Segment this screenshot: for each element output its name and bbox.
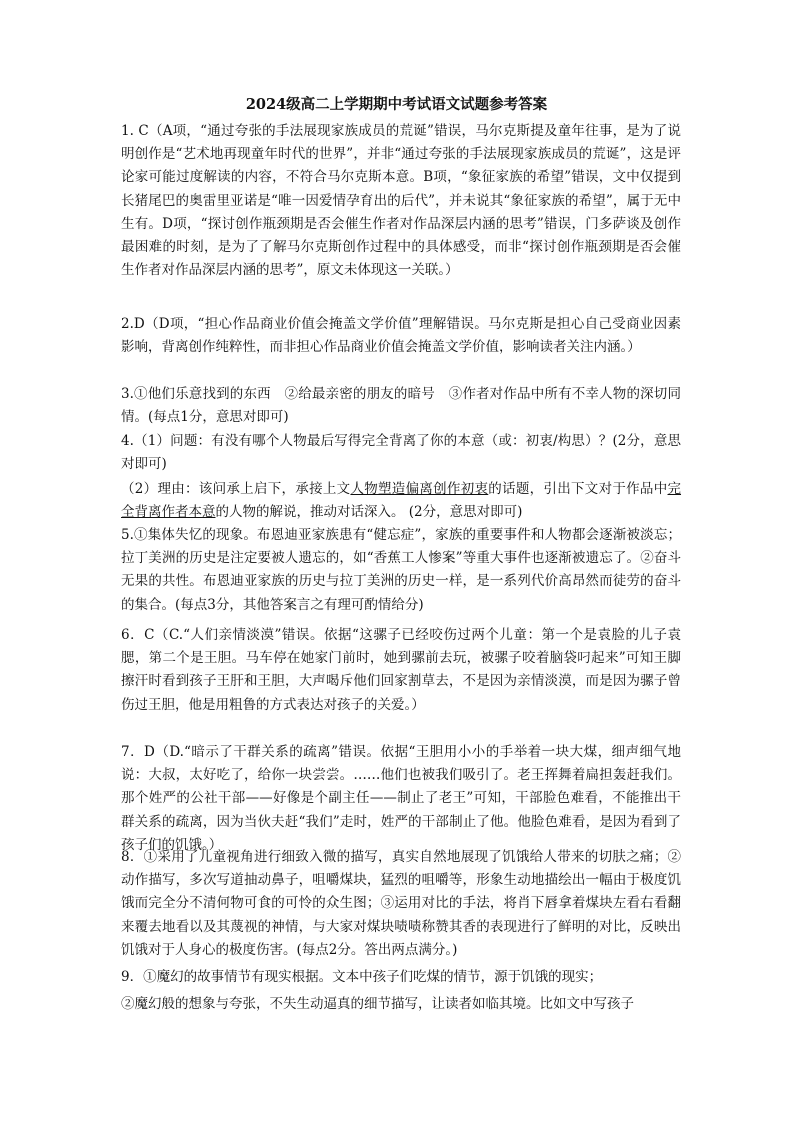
answer-4-part-2-text-a: （2）理由：该问承上启下，承接上文 bbox=[121, 481, 351, 497]
answer-3: 3.①他们乐意找到的东西 ②给最亲密的朋友的暗号 ③作者对作品中所有不幸人物的深切同情。(每点1分，意思对即可) bbox=[121, 386, 681, 426]
answer-4-part-2-text-b: 的话题，引出下文对于作品中 bbox=[488, 481, 668, 497]
answer-2: 2.D（D项，“担心作品商业价值会掩盖文学价值”理解错误。马尔克斯是担心自己受商业因素影响，背离创作纯粹性，而非担心作品商业价值会掩盖文学价值，影响读者关注内涵。） bbox=[121, 316, 681, 356]
answer-5: 5.①集体失忆的现象。布恩迪亚家族患有“健忘症”，家族的重要事件和人物都会逐渐被淡忘；拉丁美洲的历史是注定要被人遗忘的，如“香蕉工人惨案”等重大事件也逐渐被遗忘了。②奋斗无果的共性。布恩迪亚家族的历史与拉丁美洲的历史一样，是一系列代价高昂然而徒劳的奋斗的集合。(每点3分，其他答案言之有理可酌情给分) bbox=[121, 527, 681, 613]
underlined-phrase-2: 完全背离作者本意 bbox=[121, 481, 682, 521]
answer-4-part-2-text-c: 的人物的解说，推动对话深入。 (2分，意思对即可) bbox=[215, 504, 523, 521]
answer-9-part-2: ②魔幻般的想象与夸张，不失生动逼真的细节描写，让读者如临其境。比如文中写孩子 bbox=[121, 996, 634, 1012]
answer-8: 8．①采用了儿童视角进行细致入微的描写，真实自然地展现了饥饿给人带来的切肤之痛；②动作描写，多次写道抽动鼻子，咀嚼煤块，猛烈的咀嚼等，形象生动地描绘出一幅由于极度饥饿而完全分不清何物可食的可怜的众生图；③运用对比的手法，将肖下唇拿着煤块左看右看翻来覆去地看以及其蔑视的神情，与大家对煤块啧啧称赞其香的表现进行了鲜明的对比，反映出饥饿对于人身心的极度伤害。(每点2分。答出两点满分。) bbox=[121, 849, 681, 958]
answer-6: 6．C（C.“人们亲情淡漠”错误。依据“这骡子已经咬伤过两个儿童：第一个是袁脸的儿子袁腮，第二个是王胆。马车停在她家门前时，她到骡前去玩，被骡子咬着脑袋叼起来”可知王脚擦汗时看到孩子王肝和王胆，大声喝斥他们回家割草去，不是因为亲情淡漠，而是因为骡子曾伤过王胆，他是用粗鲁的方式表达对孩子的关爱。） bbox=[121, 627, 681, 713]
underlined-phrase-1: 人物塑造偏离创作初衷 bbox=[350, 481, 489, 497]
answer-4-part-1: 4.（1）问题：有没有哪个人物最后写得完全背离了你的本意（或：初衷/构思）？(2分，意思对即可) bbox=[121, 433, 681, 473]
document-title: 2024级高二上学期期中考试语文试题参考答案 bbox=[245, 96, 548, 113]
answer-1: 1. C（A项，“通过夸张的手法展现家族成员的荒诞”错误，马尔克斯提及童年往事，是为了说明创作是“艺术地再现童年时代的世界”，并非“通过夸张的手法展现家族成员的荒诞”，这是评论家可能过度解读的内容，不符合马尔克斯本意。B项，“象征家族的希望”错误，文中仅提到长猪尾巴的奥雷里亚诺是“唯一因爱情孕育出的后代”，并未说其“象征家族的希望”，属于无中生有。D项，“探讨创作瓶颈期是否会催生作者对作品深层内涵的思考”错误，门多萨谈及创作最困难的时刻，是为了了解马尔克斯创作过程中的具体感受，而非“探讨创作瓶颈期是否会催生作者对作品深层内涵的思考”，原文未体现这一关联。） bbox=[121, 123, 681, 279]
answer-4-part-2 bbox=[121, 478, 681, 524]
answer-9-part-1: 9．①魔幻的故事情节有现实根据。文本中孩子们吃煤的情节，源于饥饿的现实； bbox=[121, 969, 603, 985]
answer-7: 7．D（D.“暗示了干群关系的疏离”错误。依据“王胆用小小的手举着一块大煤，细声细气地说：大叔，太好吃了，给你一块尝尝。……他们也被我们吸引了。老王挥舞着扁担轰赶我们。那个姓严的公社干部——好像是个副主任——制止了老王”可知，干部脸色难看，不能推出干群关系的疏离，因为当伙夫赶“我们”走时，姓严的干部制止了他。他脸色难看，是因为看到了孩子们的饥饿。） bbox=[121, 744, 681, 853]
